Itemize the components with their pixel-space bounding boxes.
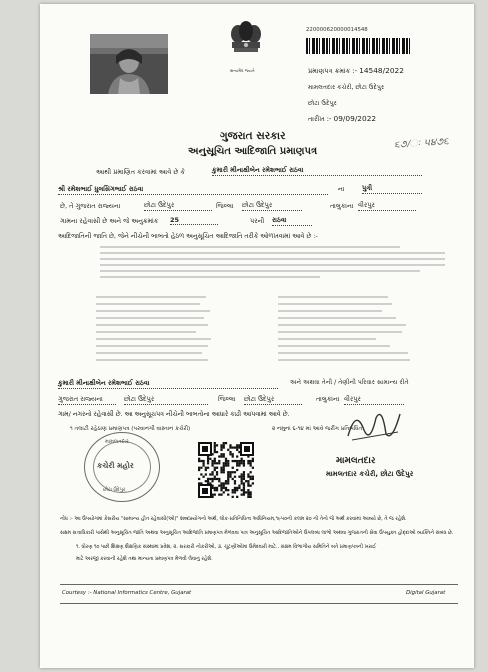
footer-bar	[60, 584, 458, 604]
serial-entry-number: 25	[170, 216, 218, 225]
district-primary: છોટા ઉદેપુર	[144, 201, 212, 211]
basis-item-2: ૨ નમુના ૬-૧૪ માં આવે જરીંગ પ્રતિબંધિત	[272, 426, 363, 432]
certificate-number-row	[308, 66, 404, 76]
district-value: છોટા ઉદેપુર	[242, 201, 302, 211]
schedule-intro: આદિજાતિની જાતિ છે, જેને નીચેની બાબતો હેઠળ અનુસૂચિત આદિજાતિ તરીકે ઓળખવામાં આવે છે :-	[58, 232, 318, 240]
basis-intro: ગામ/ નગરનો રહેવાસી છે. આ અનુસૂચપત્ર નીચેની બાબતોના આધારે કાઢી આપવામાં આવે છે.	[58, 411, 290, 418]
basis-item-1: ૧ તલાટી રહેઠાણ પ્રમાણપત્ર (પરવાનગી વાસ્તાન કચેરી)	[70, 426, 191, 432]
state-label: છે, તે ગુજરાત રાજ્યના	[60, 202, 121, 210]
issuing-office: મામલતદાર કચેરી, છોટા ઉદેપુર	[308, 84, 385, 91]
signatory-role: મામલતદાર	[336, 456, 376, 466]
relation-label: ના	[338, 185, 345, 193]
seal-bottom-text: છોટા ઉદેપુર	[103, 488, 126, 493]
row-serial-prefix: ગામના રહેવાસી છે અને જે અનુક્રમાંક	[60, 217, 159, 225]
seal-center-text: કચેરી મહોર	[97, 461, 134, 470]
taluka-value: વીરપુર	[358, 201, 416, 211]
holder-name-repeat: કુમારી મીનાક્ષીબેન રમેશભાઈ રાઠવા	[58, 379, 278, 389]
tribe-name: રાઠવા	[272, 216, 312, 226]
relation-value: પુત્રી	[362, 184, 422, 194]
residence-state: ગુજરાત રાજ્યના	[58, 395, 116, 405]
handwritten-reference: ૬૭/ઃ ૫૪૭૬	[393, 136, 450, 151]
national-emblem-icon	[226, 20, 266, 68]
residence-district-a: છોટા ઉદેપુર	[124, 395, 208, 405]
intro-label: આથી પ્રમાણિત કરવામાં આવે છે કે	[96, 168, 185, 176]
certificate-number-label: પ્રમાણપત્ર ક્રમાંક :-	[308, 67, 358, 75]
taluka-label: તાલુકાના	[330, 202, 354, 210]
emblem-caption: સત્યમેવ જયતે	[230, 68, 255, 73]
signatory-office: મામલતદાર કચેરી, છોટા ઉદેપુર	[326, 470, 414, 478]
district-word: જિલ્લા	[216, 202, 234, 210]
issuing-place: છોટા ઉદેપુર	[308, 100, 337, 107]
applicant-photo	[90, 34, 168, 94]
issue-date-row	[308, 114, 376, 124]
residence-suffix: અને અથવા તેની / તેણીની પરિવાર સામાન્ય રીતે	[290, 379, 409, 386]
footer-brand: Digital Gujarat	[406, 590, 446, 596]
note-verification: માટે અરજી કરવાની રહેશે તથા માન્યતા પ્રમાણપત્ર મેળવી લેવાનું રહેશે.	[76, 556, 213, 562]
title-certificate: અનુસૂચિત આદિજાતિ પ્રમાણપત્ર	[188, 146, 318, 157]
serial-number: 220000620000014548	[306, 27, 368, 33]
title-government: ગુજરાત સરકાર	[220, 130, 286, 142]
residence-district-b: છોટા ઉદેપુર	[244, 395, 302, 405]
signature-scribble	[342, 404, 406, 452]
verification-qr-code[interactable]	[198, 442, 254, 498]
father-name: શ્રી રમેશભાઈ ધુલસિંગભાઈ રાઠવા	[58, 185, 328, 195]
residence-taluka-label: તાલુકાના	[316, 395, 340, 403]
certificate-number: 14548/2022	[359, 66, 404, 75]
note-benefits-list: ૧. ધોરણ ૧૦ પછી શિક્ષણ શૈક્ષણિક સંસ્થામાં પ્રવેશ, ૨. સરકારી નોકરીઓ, ૩. ચૂંટણીઓમાં ઉમેદવારી માટે.. સંક્ષમ વિભાગીય સમિતિને બતે પ્રમાણપત્રની ખરાઈ	[76, 544, 377, 550]
barcode	[306, 38, 410, 54]
row-serial-mid: પરની	[250, 217, 265, 225]
certificate-page	[40, 4, 474, 668]
note-residence-definition: નોંધ :- આ ઉપયોગમાં કેસરીય "સામાન્ય હીત રહેવાસી(ઓ)" શબ્દપ્રયોગનો અર્થ, લોક-પ્રતિનિધિત્વ અધિનિયમ,૧૯૫૦ની કલમ ૨૦ ની તેનો જે અર્થ કરવામાં આવ્યો છે, તે જ રહેશે.	[60, 516, 407, 522]
issue-date-label: તારીખ :-	[308, 115, 332, 123]
issue-date: 09/09/2022	[333, 114, 377, 123]
residence-district-word: જિલ્લા	[218, 395, 236, 403]
applicant-name: કુમારી મીનાક્ષીબેન રમેશભાઈ રાઠવા	[212, 166, 422, 176]
seal-top-text: મામલતદાર	[105, 439, 129, 445]
official-seal	[84, 432, 160, 502]
note-eligibility: સક્ષમ સત્તાધિકારી પાસેથી અનુસૂચિત જાતિ અથવા અનુસૂચિત આદિજાતિ પ્રમાણપત્ર મેળવવા પાત્ર અનુસૂચિત આદિજાતિઓને ઉપલબ્ધ લાભો અથવા ગુજરાતની સેવા ઉપયુક્ત હોદ્દાઓ વ્યક્તિને સંબંધ છે.	[60, 530, 454, 536]
residence-taluka: વીરપુર	[344, 395, 404, 405]
footer-courtesy: Courtesy :- National Informatics Centre, Gujarat	[62, 590, 192, 596]
